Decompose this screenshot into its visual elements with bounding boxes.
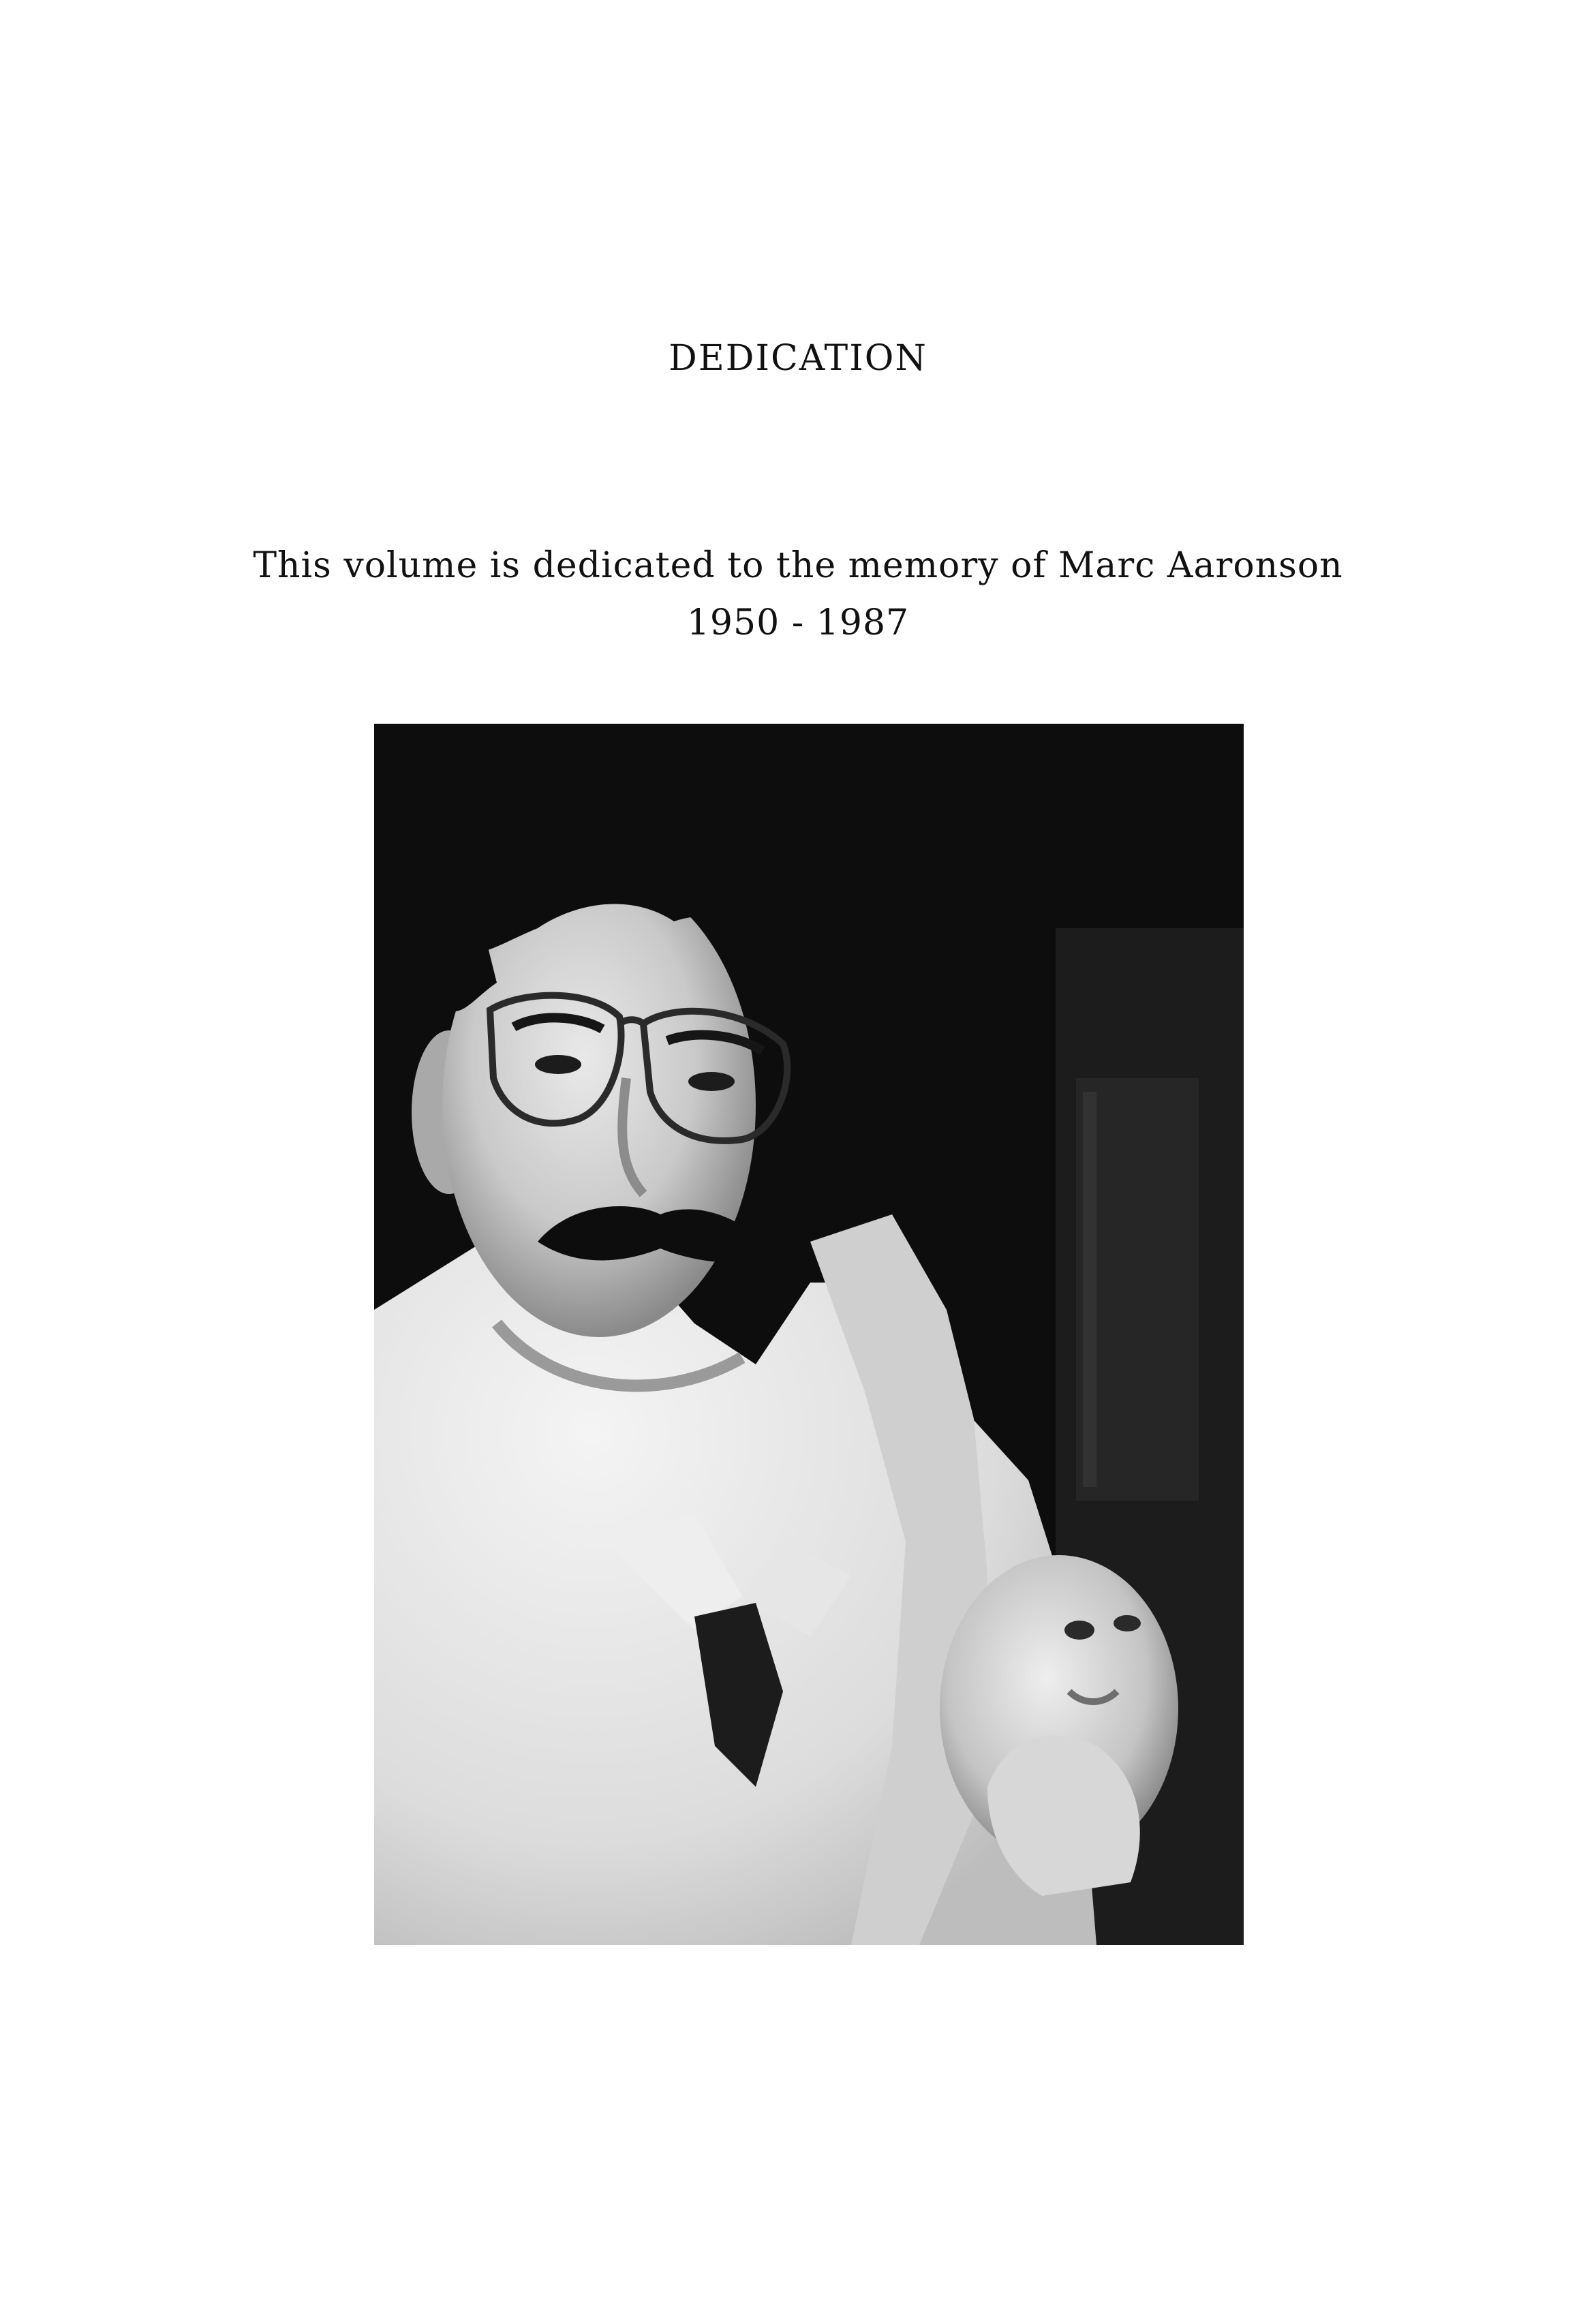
portrait-photo [374, 724, 1244, 1945]
life-years: 1950 - 1987 [686, 602, 910, 643]
dedication-text: This volume is dedicated to the memory of Marc Aaronson [253, 545, 1343, 586]
page-heading: DEDICATION [669, 338, 927, 379]
photo-artwork [374, 724, 1244, 1945]
